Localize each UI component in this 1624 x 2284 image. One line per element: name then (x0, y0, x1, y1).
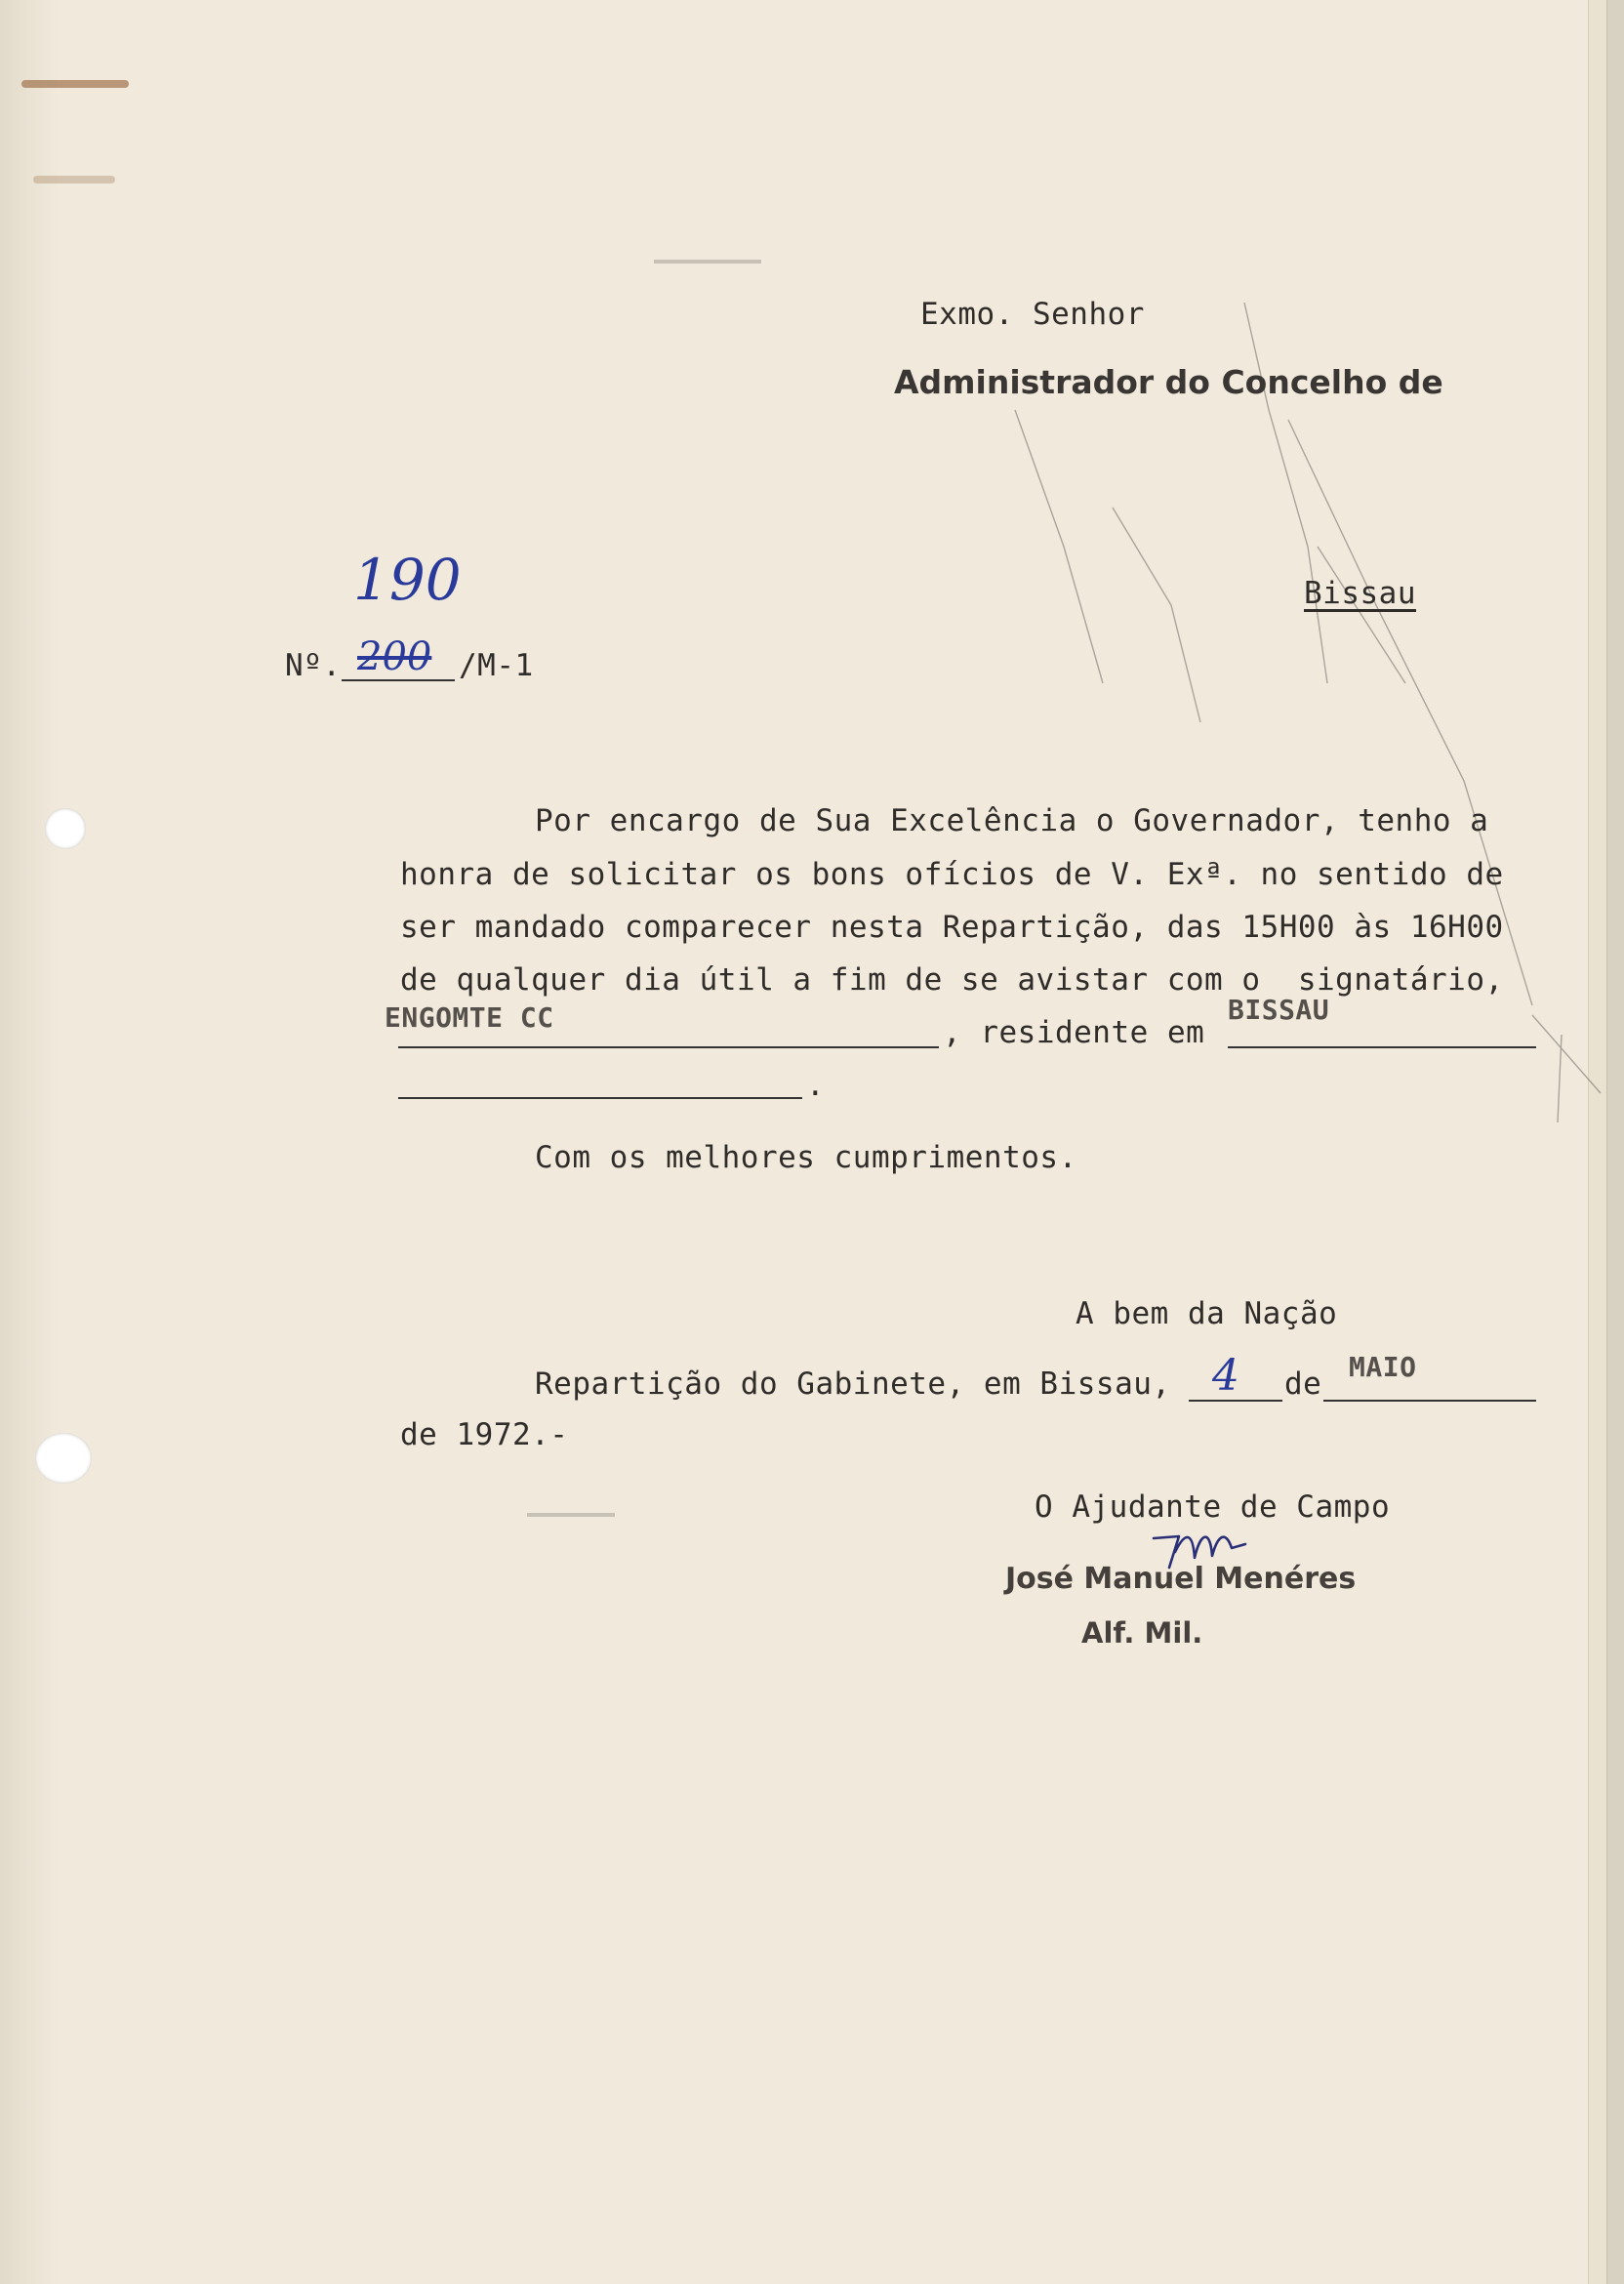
date-line: Repartição do Gabinete, em Bissau, (535, 1366, 1171, 1402)
closing: Com os melhores cumprimentos. (535, 1140, 1077, 1175)
number-suffix: /M-1 (459, 648, 534, 683)
handwritten-number: 190 (353, 547, 462, 613)
number-prefix: Nº. (285, 648, 342, 683)
recipient-title: Administrador do Concelho de (894, 363, 1443, 401)
name-field-value: ENGOMTE CC (385, 1001, 554, 1034)
date-month: MAIO (1349, 1351, 1417, 1383)
signer-name: José Manuel Menéres (1005, 1562, 1357, 1596)
date-year: de 1972.- (400, 1417, 569, 1452)
date-de: de (1284, 1366, 1322, 1402)
signer-rank: Alf. Mil. (1081, 1616, 1203, 1650)
body-line-1: Por encargo de Sua Excelência o Governador, tenho a (535, 803, 1489, 838)
body-line-4: de qualquer dia útil a fim de se avistar com o signatário, (400, 962, 1504, 998)
residence-label: , residente em (943, 1015, 1205, 1050)
motto: A bem da Nação (1076, 1296, 1338, 1331)
signer-role: O Ajudante de Campo (1035, 1489, 1391, 1525)
recipient-place: Bissau (1304, 576, 1416, 611)
body-line-2: honra de solicitar os bons ofícios de V. Exª. no sentido de (400, 857, 1504, 892)
salutation: Exmo. Senhor (920, 297, 1145, 332)
residence-value: BISSAU (1228, 994, 1330, 1026)
struck-number: 200 (357, 634, 432, 679)
line-end-mark: . (806, 1068, 826, 1103)
body-line-3: ser mandado comparecer nesta Repartição, das 15H00 às 16H00 (400, 910, 1504, 945)
date-day: 4 (1212, 1351, 1239, 1401)
